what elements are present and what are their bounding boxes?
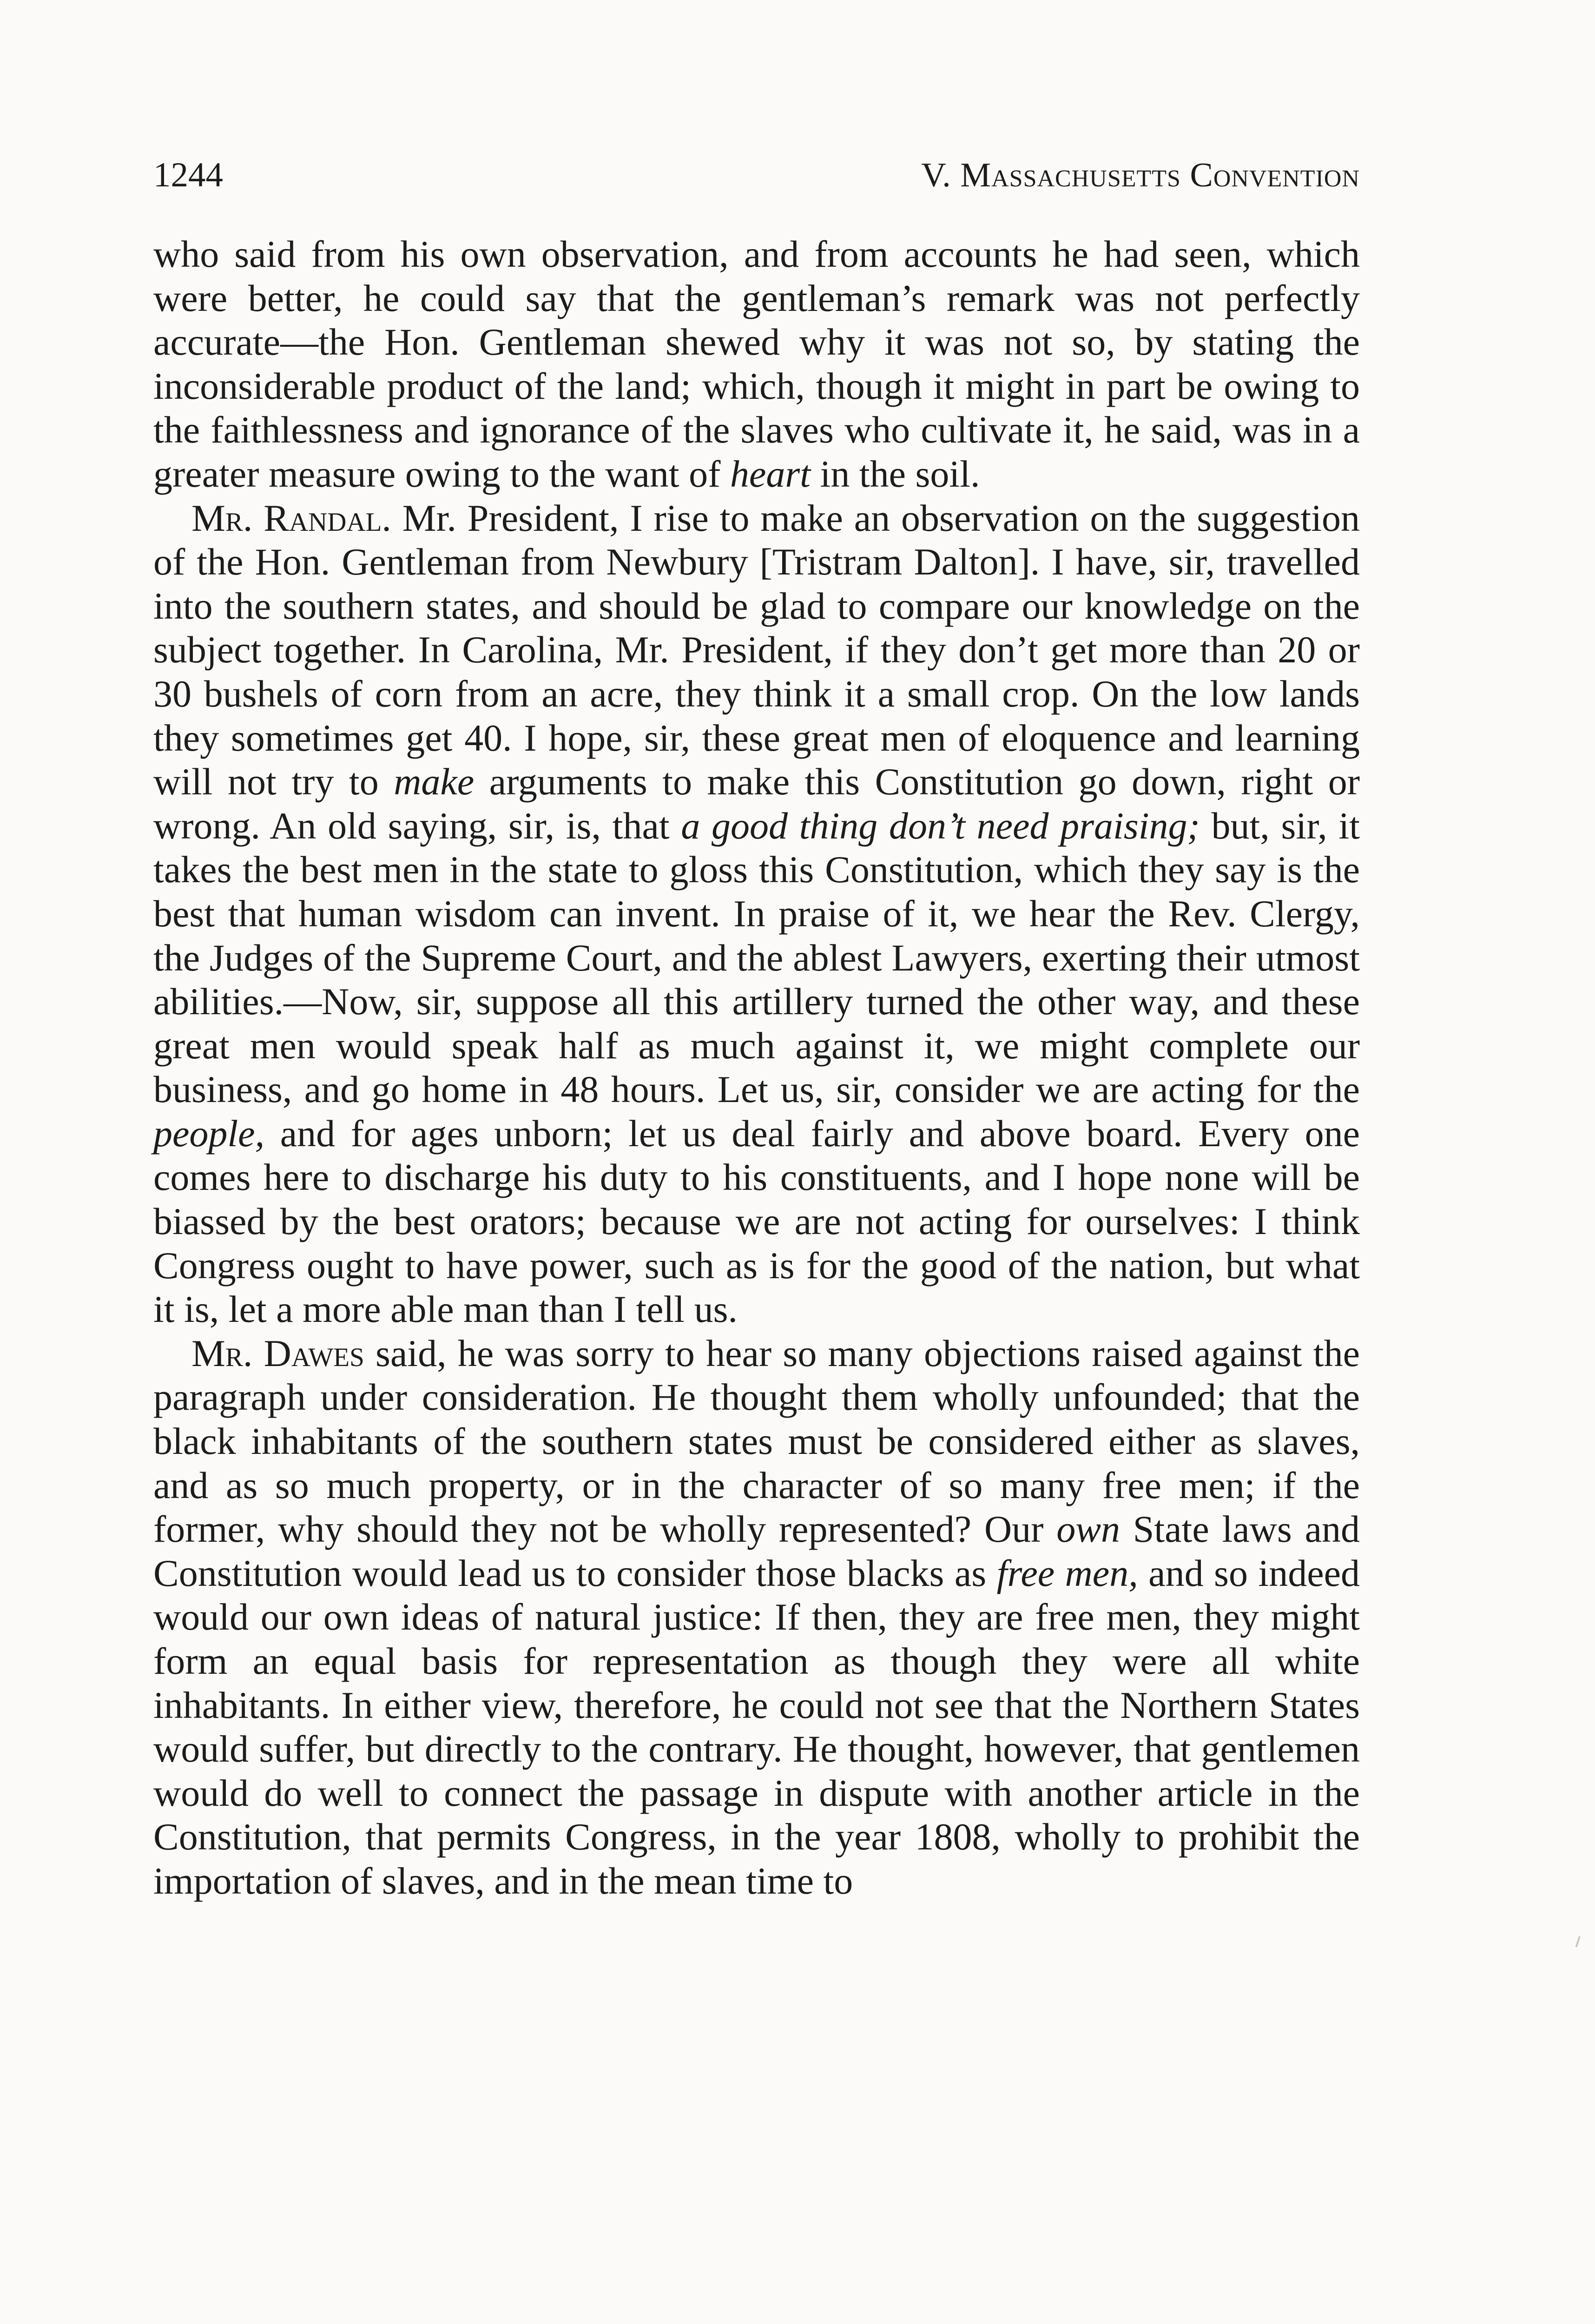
paragraph-text: who said from his own observation, and from accounts he had seen, which were better, he could say that the gentleman’s remark was not perfectly accurate—the Hon. Gentleman shewed why it was not so, by stating the inconsiderable product of the land; which, though it might in part be owing to the faithlessness and ignorance of the slaves who cultivate it, he said, was in a greater measure owing to the want of (153, 233, 1360, 495)
page-speck-mark (1575, 1936, 1585, 1948)
paragraph-text: Mr. President, I rise to make an observation on the suggestion of the Hon. Gentleman from Newbury [Tristram Dalton]. I have, sir, travelled into the southern states, and should be glad to compare our knowledge on the subject together. In Carolina, Mr. President, if they don’t get more than 20 or 30 bushels of corn from an acre, they think it a small crop. On the low lands they sometimes get 40. I hope, sir, these great men of eloquence and learning will not try to (153, 496, 1360, 803)
italic-text: heart (730, 452, 811, 495)
italic-text: a good thing don’t need praising; (681, 804, 1200, 847)
paragraph-text: and for ages unborn; let us deal fairly and above board. Every one comes here to discharge his duty to his constituents, and I hope none will be biassed by the best orators; because we are not acting for ourselves: I think Congress ought to have power, such as is for the good of the nation, but what it is, let a more able man than I tell us. (153, 1112, 1360, 1331)
italic-text: own (1056, 1508, 1120, 1551)
paragraph-text: and so indeed would our own ideas of natural justice: If then, they are free men, they might form an equal basis for representation as though they were all white inhabitants. In either view, therefore, he could not see that the Northern States would suffer, but directly to the contrary. He thought, however, that gentlemen would do well to connect the passage in dispute with another article in the Constitution, that permits Congress, in the year 1808, wholly to prohibit the importation of slaves, and in the mean time to (153, 1552, 1360, 1902)
page-number: 1244 (153, 156, 223, 194)
paragraph-text: State laws and Constitution would lead us to consider those blacks as (153, 1508, 1360, 1594)
paragraph-text: arguments to make this Constitution go down, right or wrong. An old saying, sir, is, that (153, 760, 1360, 847)
italic-text: free men, (996, 1552, 1138, 1594)
italic-text: make (394, 760, 475, 803)
speaker-name: Mr. Dawes (191, 1332, 364, 1374)
italic-text: people, (153, 1112, 265, 1155)
section-title: V. Massachusetts Convention (921, 156, 1360, 194)
paragraph-continued (153, 232, 1360, 496)
paragraph-dawes (153, 1332, 1360, 1903)
body-text (153, 232, 1360, 1903)
paragraph-text: in the soil. (811, 452, 980, 495)
paragraph-text: but, sir, it takes the best men in the state to gloss this Constitution, which they say is the best that human wisdom can invent. In praise of it, we hear the Rev. Clergy, the Judges of the Supreme Court, and the ablest Lawyers, exerting their utmost abilities.—Now, sir, suppose all this artillery turned the other way, and these great men would speak half as much against it, we might complete our business, and go home in 48 hours. Let us, sir, consider we are acting for the (153, 804, 1360, 1111)
speaker-name: Mr. Randal. (191, 496, 391, 539)
paragraph-text: said, he was sorry to hear so many objections raised against the paragraph under consideration. He thought them wholly unfounded; that the black inhabitants of the southern states must be considered either as slaves, and as so much property, or in the character of so many free men; if the former, why should they not be wholly represented? Our (153, 1332, 1360, 1551)
running-head (153, 150, 1360, 201)
paragraph-randal (153, 496, 1360, 1332)
